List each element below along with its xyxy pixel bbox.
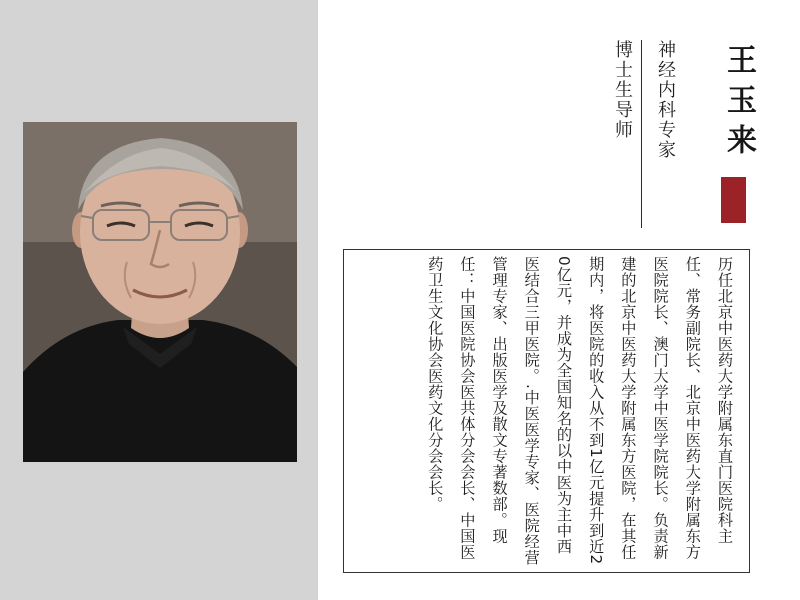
title-divider	[641, 40, 642, 228]
title-supervisor: 博士生导师	[612, 40, 633, 140]
biography-text: 历任北京中医药大学附属东直门医院科主任、常务副院长、北京中医药大学附属东方医院院长、澳门大学中医学院院长。负责新建的北京中医药大学附属东方医院，在其任期内，将医院的收入从不到1亿元提升到近20亿元，并成为全国知名的以中医为主中西医结合三甲医院。.中医医学专家、医院经营管理专家、出版医学及散文专著数部。现任：中国医院协会医共体分会会长、中国医药卫生文化协会医药文化分会会长。	[426, 256, 734, 566]
title-specialty: 神经内科专家	[655, 40, 676, 160]
biography-box	[343, 249, 750, 573]
accent-block	[721, 177, 746, 223]
portrait-photo	[23, 122, 297, 462]
person-name: 王玉来	[721, 44, 756, 164]
portrait-illustration	[23, 122, 297, 462]
photo-panel	[0, 0, 318, 600]
